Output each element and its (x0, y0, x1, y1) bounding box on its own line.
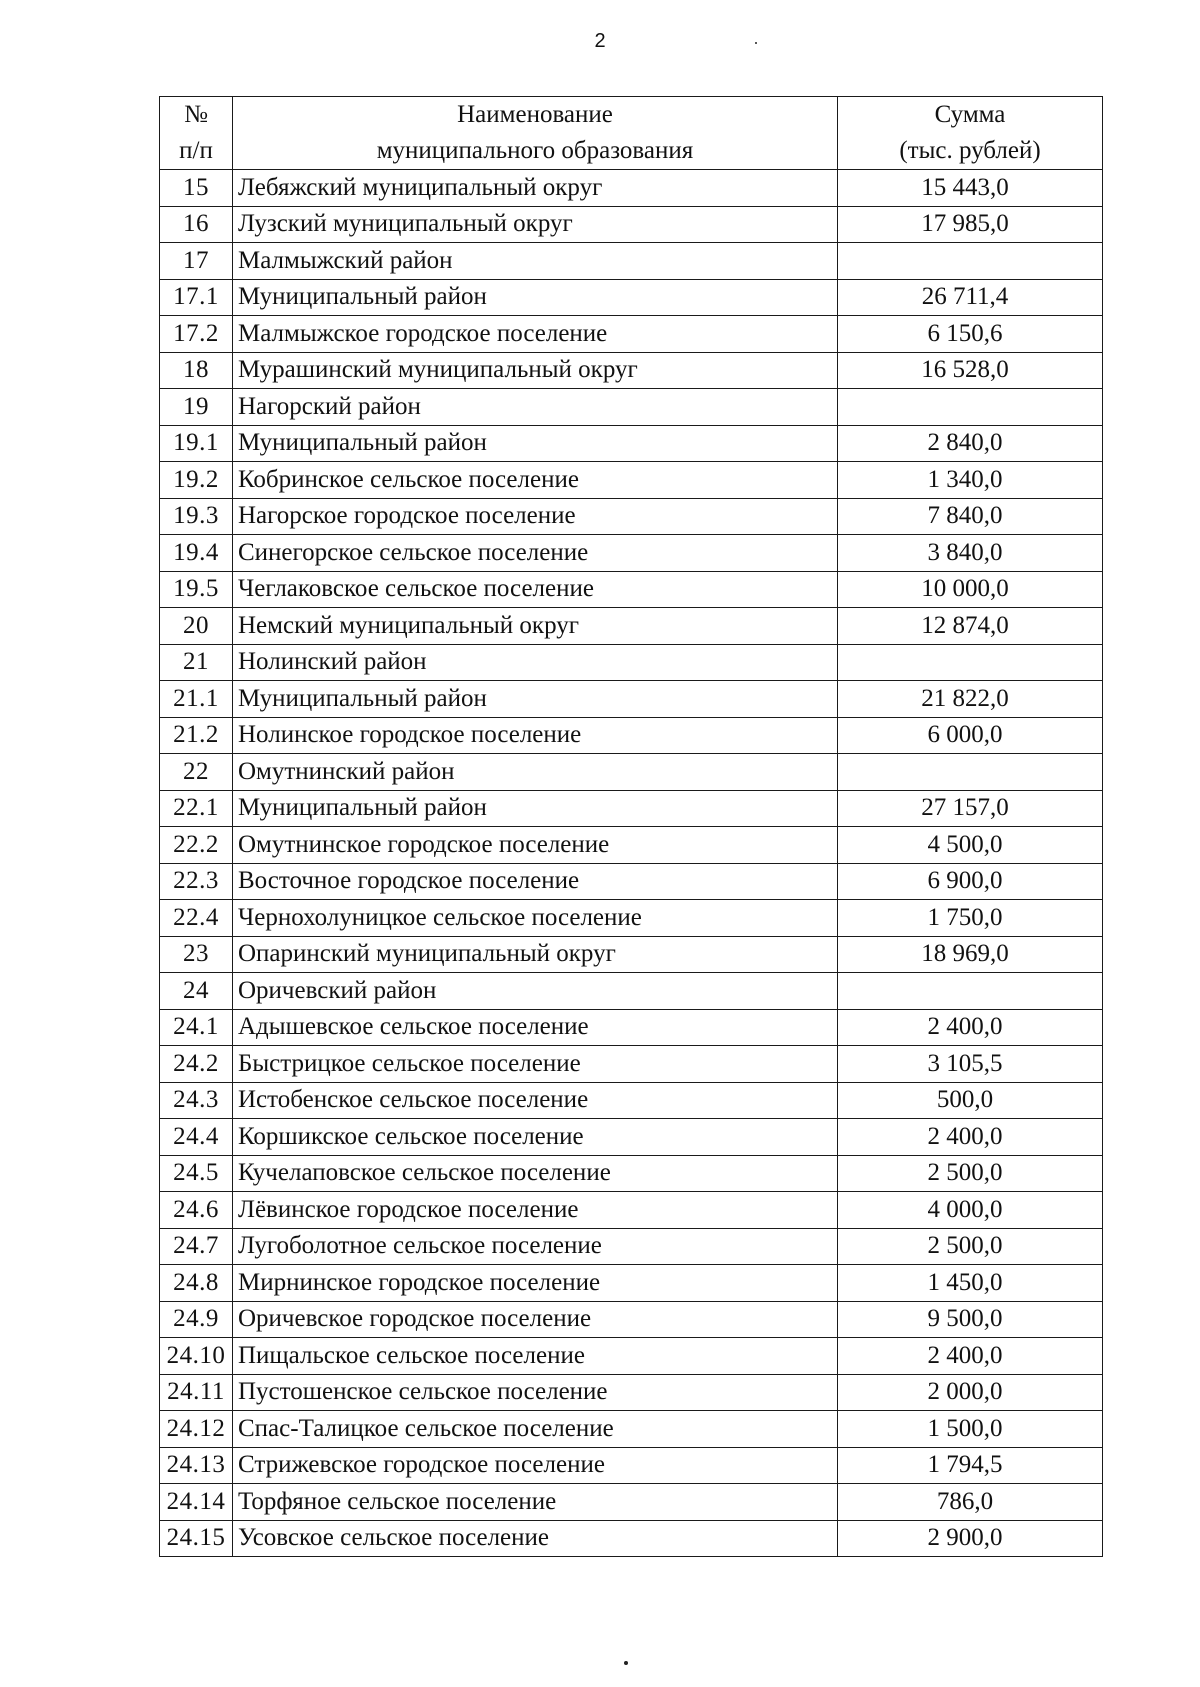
table-row (160, 462, 1103, 499)
row-number: 24.1 (160, 1009, 233, 1046)
amount: 2 000,0 (838, 1374, 1103, 1411)
header-sum-line-1: Сумма (934, 101, 1006, 128)
row-number: 24.4 (160, 1119, 233, 1156)
municipality-name: Немский муниципальный округ (233, 608, 838, 645)
row-number: 24.2 (160, 1046, 233, 1083)
municipality-name: Мирнинское городское поселение (233, 1265, 838, 1302)
table-row (160, 754, 1103, 791)
table-row (160, 644, 1103, 681)
municipality-name: Малмыжский район (233, 243, 838, 280)
table-row (160, 1009, 1103, 1046)
table-row (160, 352, 1103, 389)
row-number: 22.4 (160, 900, 233, 937)
amount: 17 985,0 (838, 206, 1103, 243)
amount: 15 443,0 (838, 170, 1103, 207)
table-row (160, 1447, 1103, 1484)
amount: 1 750,0 (838, 900, 1103, 937)
row-number: 24.6 (160, 1192, 233, 1229)
row-number: 24.11 (160, 1374, 233, 1411)
table-header-row (160, 97, 1103, 170)
amount: 12 874,0 (838, 608, 1103, 645)
municipality-name: Оричевское городское поселение (233, 1301, 838, 1338)
amount (838, 243, 1103, 280)
table-row (160, 571, 1103, 608)
table-row (160, 243, 1103, 280)
amount: 6 150,6 (838, 316, 1103, 353)
municipality-name: Стрижевское городское поселение (233, 1447, 838, 1484)
row-number: 20 (160, 608, 233, 645)
municipality-name: Спас-Талицкое сельское поселение (233, 1411, 838, 1448)
municipality-name: Чернохолуницкое сельское поселение (233, 900, 838, 937)
municipality-name: Лебяжский муниципальный округ (233, 170, 838, 207)
row-number: 24.10 (160, 1338, 233, 1375)
amount: 4 500,0 (838, 827, 1103, 864)
amount: 16 528,0 (838, 352, 1103, 389)
table-row (160, 936, 1103, 973)
table-row (160, 900, 1103, 937)
amount: 1 500,0 (838, 1411, 1103, 1448)
municipality-name: Мурашинский муниципальный округ (233, 352, 838, 389)
row-number: 17.1 (160, 279, 233, 316)
header-name-line-2: муниципального образования (376, 137, 694, 164)
municipality-name: Пустошенское сельское поселение (233, 1374, 838, 1411)
municipality-name: Опаринский муниципальный округ (233, 936, 838, 973)
amount (838, 644, 1103, 681)
row-number: 19.4 (160, 535, 233, 572)
table-row (160, 425, 1103, 462)
municipality-name: Муниципальный район (233, 790, 838, 827)
header-num-line-2: п/п (179, 137, 213, 164)
amount: 3 105,5 (838, 1046, 1103, 1083)
row-number: 18 (160, 352, 233, 389)
amount: 7 840,0 (838, 498, 1103, 535)
amount: 1 340,0 (838, 462, 1103, 499)
municipality-name: Нагорское городское поселение (233, 498, 838, 535)
amount: 2 500,0 (838, 1228, 1103, 1265)
row-number: 23 (160, 936, 233, 973)
row-number: 19.5 (160, 571, 233, 608)
header-num-line-1: № (184, 101, 208, 128)
header-sum (838, 97, 1103, 170)
amount: 2 400,0 (838, 1338, 1103, 1375)
table-row (160, 389, 1103, 426)
row-number: 22.3 (160, 863, 233, 900)
amount: 27 157,0 (838, 790, 1103, 827)
row-number: 22.2 (160, 827, 233, 864)
table-row (160, 608, 1103, 645)
row-number: 24.3 (160, 1082, 233, 1119)
scan-speck (624, 1661, 628, 1665)
amount: 2 500,0 (838, 1155, 1103, 1192)
row-number: 19.3 (160, 498, 233, 535)
amount: 9 500,0 (838, 1301, 1103, 1338)
table-row (160, 170, 1103, 207)
row-number: 15 (160, 170, 233, 207)
table-row (160, 1155, 1103, 1192)
row-number: 19.1 (160, 425, 233, 462)
row-number: 24.9 (160, 1301, 233, 1338)
row-number: 21.2 (160, 717, 233, 754)
municipality-name: Лузский муниципальный округ (233, 206, 838, 243)
table-body (160, 170, 1103, 1557)
row-number: 24 (160, 973, 233, 1010)
municipality-name: Омутнинское городское поселение (233, 827, 838, 864)
municipality-name: Оричевский район (233, 973, 838, 1010)
amount: 21 822,0 (838, 681, 1103, 718)
table-row (160, 316, 1103, 353)
municipality-name: Восточное городское поселение (233, 863, 838, 900)
municipality-name: Лугоболотное сельское поселение (233, 1228, 838, 1265)
scan-speck (755, 42, 757, 44)
table-row (160, 681, 1103, 718)
row-number: 19 (160, 389, 233, 426)
row-number: 24.5 (160, 1155, 233, 1192)
municipality-name: Нагорский район (233, 389, 838, 426)
amount: 2 900,0 (838, 1520, 1103, 1557)
municipality-name: Истобенское сельское поселение (233, 1082, 838, 1119)
table-row (160, 827, 1103, 864)
row-number: 22 (160, 754, 233, 791)
municipality-name: Быстрицкое сельское поселение (233, 1046, 838, 1083)
row-number: 19.2 (160, 462, 233, 499)
row-number: 21.1 (160, 681, 233, 718)
municipality-name: Торфяное сельское поселение (233, 1484, 838, 1521)
table-row (160, 1301, 1103, 1338)
header-num (160, 97, 233, 170)
municipality-name: Кучелаповское сельское поселение (233, 1155, 838, 1192)
row-number: 16 (160, 206, 233, 243)
municipality-name: Омутнинский район (233, 754, 838, 791)
amount: 3 840,0 (838, 535, 1103, 572)
amount: 6 000,0 (838, 717, 1103, 754)
funding-table (159, 96, 1103, 1557)
table-row (160, 1484, 1103, 1521)
table-row (160, 790, 1103, 827)
amount: 4 000,0 (838, 1192, 1103, 1229)
row-number: 24.7 (160, 1228, 233, 1265)
table-row (160, 498, 1103, 535)
amount: 10 000,0 (838, 571, 1103, 608)
amount (838, 754, 1103, 791)
municipality-name: Лёвинское городское поселение (233, 1192, 838, 1229)
table-row (160, 279, 1103, 316)
table-row (160, 206, 1103, 243)
header-name (233, 97, 838, 170)
table-row (160, 1520, 1103, 1557)
table-row (160, 1228, 1103, 1265)
table-row (160, 717, 1103, 754)
municipality-name: Кобринское сельское поселение (233, 462, 838, 499)
municipality-name: Усовское сельское поселение (233, 1520, 838, 1557)
table-row (160, 1374, 1103, 1411)
row-number: 24.14 (160, 1484, 233, 1521)
amount: 1 794,5 (838, 1447, 1103, 1484)
row-number: 24.15 (160, 1520, 233, 1557)
header-name-line-1: Наименование (457, 101, 613, 128)
row-number: 17.2 (160, 316, 233, 353)
municipality-name: Пищальское сельское поселение (233, 1338, 838, 1375)
table-row (160, 973, 1103, 1010)
amount: 2 400,0 (838, 1119, 1103, 1156)
amount: 2 840,0 (838, 425, 1103, 462)
page-number: 2 (594, 30, 606, 52)
table-row (160, 1192, 1103, 1229)
amount: 26 711,4 (838, 279, 1103, 316)
row-number: 24.12 (160, 1411, 233, 1448)
amount (838, 973, 1103, 1010)
table-row (160, 535, 1103, 572)
municipality-name: Малмыжское городское поселение (233, 316, 838, 353)
table-row (160, 1265, 1103, 1302)
table-row (160, 1046, 1103, 1083)
municipality-name: Муниципальный район (233, 279, 838, 316)
municipality-name: Адышевское сельское поселение (233, 1009, 838, 1046)
table-row (160, 1119, 1103, 1156)
row-number: 17 (160, 243, 233, 280)
row-number: 24.8 (160, 1265, 233, 1302)
row-number: 21 (160, 644, 233, 681)
amount: 786,0 (838, 1484, 1103, 1521)
municipality-name: Синегорское сельское поселение (233, 535, 838, 572)
table-row (160, 1411, 1103, 1448)
municipality-name: Муниципальный район (233, 681, 838, 718)
amount (838, 389, 1103, 426)
amount: 500,0 (838, 1082, 1103, 1119)
municipality-name: Нолинское городское поселение (233, 717, 838, 754)
table-row (160, 1082, 1103, 1119)
table-row (160, 863, 1103, 900)
header-sum-line-2: (тыс. рублей) (899, 137, 1041, 164)
amount: 1 450,0 (838, 1265, 1103, 1302)
row-number: 22.1 (160, 790, 233, 827)
amount: 2 400,0 (838, 1009, 1103, 1046)
municipality-name: Чеглаковское сельское поселение (233, 571, 838, 608)
table-row (160, 1338, 1103, 1375)
amount: 6 900,0 (838, 863, 1103, 900)
municipality-name: Нолинский район (233, 644, 838, 681)
row-number: 24.13 (160, 1447, 233, 1484)
municipality-name: Коршикское сельское поселение (233, 1119, 838, 1156)
amount: 18 969,0 (838, 936, 1103, 973)
municipality-name: Муниципальный район (233, 425, 838, 462)
